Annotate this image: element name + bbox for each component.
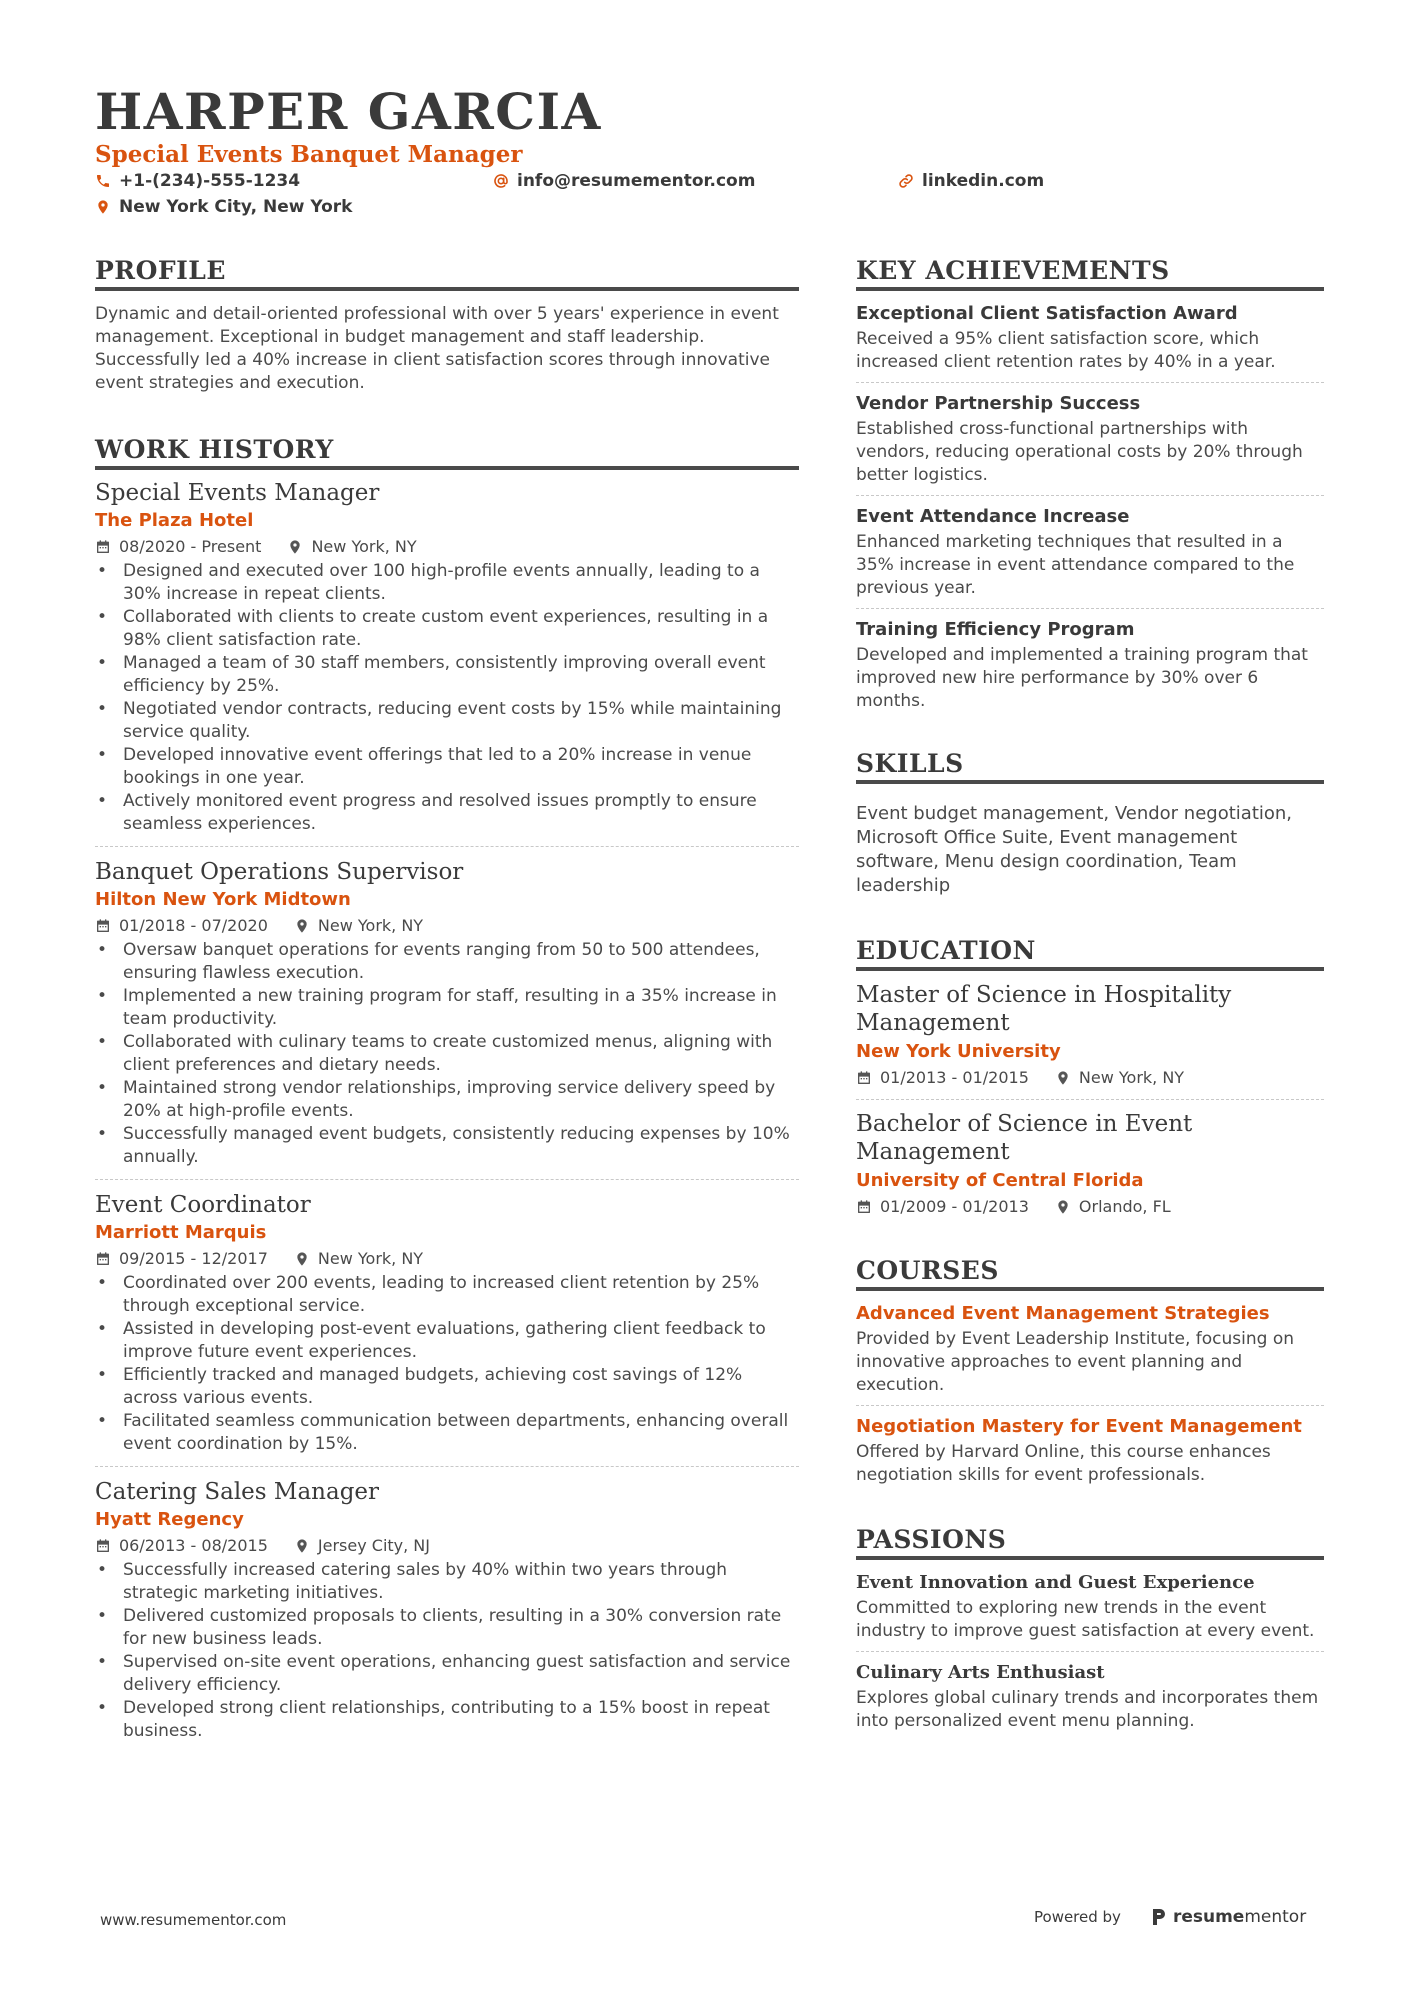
location-text: New York City, New York xyxy=(119,197,353,217)
job-meta xyxy=(95,1249,799,1268)
skills-text: Event budget management, Vendor negotiation, Microsoft Office Suite, Event management software, Menu design coordination, Team leadership xyxy=(856,803,1293,896)
job-bullet: • Collaborated with culinary teams to create customized menus, aligning with client preferences and dietary needs. xyxy=(95,1031,799,1077)
job-bullet: • Implemented a new training program for staff, resulting in a 35% increase in team productivity. xyxy=(95,985,799,1031)
calendar-icon xyxy=(856,1070,872,1086)
course-item xyxy=(856,1416,1324,1495)
calendar-icon xyxy=(856,1199,872,1215)
job-entry xyxy=(95,859,799,1180)
job-meta xyxy=(95,916,799,935)
job-dates: 06/2013 - 08/2015 xyxy=(119,1536,268,1555)
education-heading: EDUCATION xyxy=(856,936,1324,971)
job-bullet: • Collaborated with clients to create custom event experiences, resulting in a 98% client satisfaction rate. xyxy=(95,606,799,652)
achievement-text: Received a 95% client satisfaction score, which increased client retention rates by 40% in a year. xyxy=(856,329,1276,372)
course-text: Offered by Harvard Online, this course enhances negotiation skills for event professionals. xyxy=(856,1442,1271,1485)
job-dates: 01/2018 - 07/2020 xyxy=(119,916,268,935)
achievement-item xyxy=(856,393,1324,496)
brand-logo[interactable] xyxy=(1151,1907,1306,1927)
passion-title: Culinary Arts Enthusiast xyxy=(856,1662,1105,1683)
achievement-title: Training Efficiency Program xyxy=(856,619,1135,640)
job-bullets xyxy=(95,560,799,836)
job-company: Marriott Marquis xyxy=(95,1222,267,1243)
job-meta xyxy=(95,537,799,556)
contact-linkedin[interactable] xyxy=(898,171,1044,191)
powered-by-text: Powered by xyxy=(1034,1908,1121,1926)
job-entry xyxy=(95,480,799,847)
location-pin-icon xyxy=(1055,1070,1071,1086)
job-bullets xyxy=(95,1559,799,1743)
location-pin-icon xyxy=(1055,1199,1071,1215)
profile-text: Dynamic and detail-oriented professional with over 5 years' experience in event management. Exceptional in budget management and staff leadership. Successfully led a 40% increase in client satisfaction scores through innovative event strategies and execution. xyxy=(95,304,779,393)
calendar-icon xyxy=(95,539,111,555)
job-bullet: • Facilitated seamless communication between departments, enhancing overall event coordination by 15%. xyxy=(95,1410,799,1456)
skills-heading: SKILLS xyxy=(856,749,1324,784)
location-pin-icon xyxy=(95,199,111,215)
work-history-section xyxy=(95,435,799,1753)
email-text: info@resumementor.com xyxy=(517,171,756,191)
education-degree: Bachelor of Science in Event Management xyxy=(856,1111,1193,1165)
brand-mentor: mentor xyxy=(1244,1907,1307,1927)
job-entry xyxy=(95,1479,799,1753)
contact-email[interactable] xyxy=(493,171,755,191)
contact-phone[interactable] xyxy=(95,171,300,191)
course-title: Advanced Event Management Strategies xyxy=(856,1303,1270,1324)
job-bullet: • Coordinated over 200 events, leading to increased client retention by 25% through exceptional service. xyxy=(95,1272,799,1318)
footer-powered xyxy=(1034,1907,1306,1927)
achievement-title: Exceptional Client Satisfaction Award xyxy=(856,303,1238,324)
achievements-heading: KEY ACHIEVEMENTS xyxy=(856,256,1324,291)
passion-item xyxy=(856,1662,1324,1741)
achievement-item xyxy=(856,506,1324,609)
work-history-heading: WORK HISTORY xyxy=(95,435,799,470)
location-pin-icon xyxy=(294,918,310,934)
footer-website[interactable]: www.resumementor.com xyxy=(100,1911,287,1929)
job-bullet: • Delivered customized proposals to clients, resulting in a 30% conversion rate for new business leads. xyxy=(95,1605,799,1651)
job-bullet: • Maintained strong vendor relationships, improving service delivery speed by 20% at high-profile events. xyxy=(95,1077,799,1123)
job-dates: 09/2015 - 12/2017 xyxy=(119,1249,268,1268)
job-bullet: • Negotiated vendor contracts, reducing event costs by 15% while maintaining service quality. xyxy=(95,698,799,744)
course-title: Negotiation Mastery for Event Management xyxy=(856,1416,1302,1437)
jobs-list xyxy=(95,480,799,1753)
job-bullets xyxy=(95,939,799,1169)
job-bullet: • Efficiently tracked and managed budgets, achieving cost savings of 12% across various events. xyxy=(95,1364,799,1410)
achievement-title: Vendor Partnership Success xyxy=(856,393,1141,414)
candidate-name: HARPER GARCIA xyxy=(95,82,602,141)
location-pin-icon xyxy=(294,1538,310,1554)
education-school: New York University xyxy=(856,1041,1061,1062)
education-item xyxy=(856,981,1324,1100)
course-item xyxy=(856,1303,1324,1406)
achievement-text: Enhanced marketing techniques that resulted in a 35% increase in event attendance compared to the previous year. xyxy=(856,532,1295,598)
link-icon xyxy=(898,173,914,189)
achievement-text: Established cross-functional partnerships with vendors, reducing operational costs by 20% through better logistics. xyxy=(856,419,1303,485)
education-meta xyxy=(856,1197,1324,1216)
education-list xyxy=(856,981,1324,1228)
achievement-title: Event Attendance Increase xyxy=(856,506,1130,527)
job-bullet: • Oversaw banquet operations for events ranging from 50 to 500 attendees, ensuring flawless execution. xyxy=(95,939,799,985)
job-bullet: • Actively monitored event progress and resolved issues promptly to ensure seamless experiences. xyxy=(95,790,799,836)
job-bullet: • Managed a team of 30 staff members, consistently improving overall event efficiency by 25%. xyxy=(95,652,799,698)
education-meta xyxy=(856,1068,1324,1087)
courses-section xyxy=(856,1256,1324,1495)
phone-icon xyxy=(95,173,111,189)
job-title: Special Events Manager xyxy=(95,480,380,506)
education-section xyxy=(856,936,1324,1228)
courses-list xyxy=(856,1303,1324,1495)
location-pin-icon xyxy=(287,539,303,555)
education-degree: Master of Science in Hospitality Management xyxy=(856,982,1232,1036)
job-bullet: • Developed strong client relationships, contributing to a 15% boost in repeat business. xyxy=(95,1697,799,1743)
candidate-title: Special Events Banquet Manager xyxy=(95,141,523,168)
right-column xyxy=(856,256,1324,1751)
job-bullet: • Assisted in developing post-event evaluations, gathering client feedback to improve future event experiences. xyxy=(95,1318,799,1364)
job-company: Hyatt Regency xyxy=(95,1509,244,1530)
job-location: Jersey City, NJ xyxy=(317,1536,430,1555)
location-pin-icon xyxy=(294,1251,310,1267)
job-bullet: • Successfully managed event budgets, consistently reducing expenses by 10% annually. xyxy=(95,1123,799,1169)
passion-item xyxy=(856,1572,1324,1652)
education-dates: 01/2009 - 01/2013 xyxy=(880,1197,1029,1216)
education-location: Orlando, FL xyxy=(1078,1197,1171,1216)
contact-location xyxy=(95,197,352,217)
job-bullet: • Developed innovative event offerings that led to a 20% increase in venue bookings in one year. xyxy=(95,744,799,790)
calendar-icon xyxy=(95,1251,111,1267)
job-dates: 08/2020 - Present xyxy=(119,537,262,556)
job-location: New York, NY xyxy=(317,1249,424,1268)
achievement-item xyxy=(856,303,1324,383)
phone-text: +1-(234)-555-1234 xyxy=(119,171,301,191)
education-dates: 01/2013 - 01/2015 xyxy=(880,1068,1029,1087)
achievements-section xyxy=(856,256,1324,721)
course-text: Provided by Event Leadership Institute, focusing on innovative approaches to event planning and execution. xyxy=(856,1329,1295,1395)
left-column xyxy=(95,256,799,1765)
passions-list xyxy=(856,1572,1324,1741)
achievements-list xyxy=(856,303,1324,721)
passion-title: Event Innovation and Guest Experience xyxy=(856,1572,1255,1593)
passion-text: Committed to exploring new trends in the event industry to improve guest satisfaction at every event. xyxy=(856,1598,1315,1641)
job-title: Catering Sales Manager xyxy=(95,1479,380,1505)
profile-heading: PROFILE xyxy=(95,256,799,291)
job-company: The Plaza Hotel xyxy=(95,510,254,531)
linkedin-text: linkedin.com xyxy=(922,171,1045,191)
job-bullet: • Supervised on-site event operations, enhancing guest satisfaction and service delivery efficiency. xyxy=(95,1651,799,1697)
passion-text: Explores global culinary trends and incorporates them into personalized event menu planning. xyxy=(856,1688,1319,1731)
achievement-text: Developed and implemented a training program that improved new hire performance by 30% over 6 months. xyxy=(856,645,1308,711)
job-title: Event Coordinator xyxy=(95,1192,311,1218)
job-title: Banquet Operations Supervisor xyxy=(95,859,464,885)
job-meta xyxy=(95,1536,799,1555)
education-location: New York, NY xyxy=(1078,1068,1185,1087)
profile-section xyxy=(95,256,799,395)
job-bullets xyxy=(95,1272,799,1456)
calendar-icon xyxy=(95,918,111,934)
job-company: Hilton New York Midtown xyxy=(95,889,351,910)
resumementor-logo-icon xyxy=(1151,1908,1167,1926)
job-bullet: • Designed and executed over 100 high-profile events annually, leading to a 30% increase in repeat clients. xyxy=(95,560,799,606)
education-school: University of Central Florida xyxy=(856,1170,1144,1191)
passions-heading: PASSIONS xyxy=(856,1525,1324,1560)
job-entry xyxy=(95,1192,799,1467)
at-icon xyxy=(493,173,509,189)
achievement-item xyxy=(856,619,1324,721)
skills-section xyxy=(856,749,1324,898)
job-location: New York, NY xyxy=(311,537,417,556)
education-item xyxy=(856,1110,1324,1228)
courses-heading: COURSES xyxy=(856,1256,1324,1291)
job-location: New York, NY xyxy=(317,916,424,935)
job-bullet: • Successfully increased catering sales by 40% within two years through strategic marketing initiatives. xyxy=(95,1559,799,1605)
brand-resume: resume xyxy=(1172,1907,1245,1927)
calendar-icon xyxy=(95,1538,111,1554)
passions-section xyxy=(856,1525,1324,1741)
